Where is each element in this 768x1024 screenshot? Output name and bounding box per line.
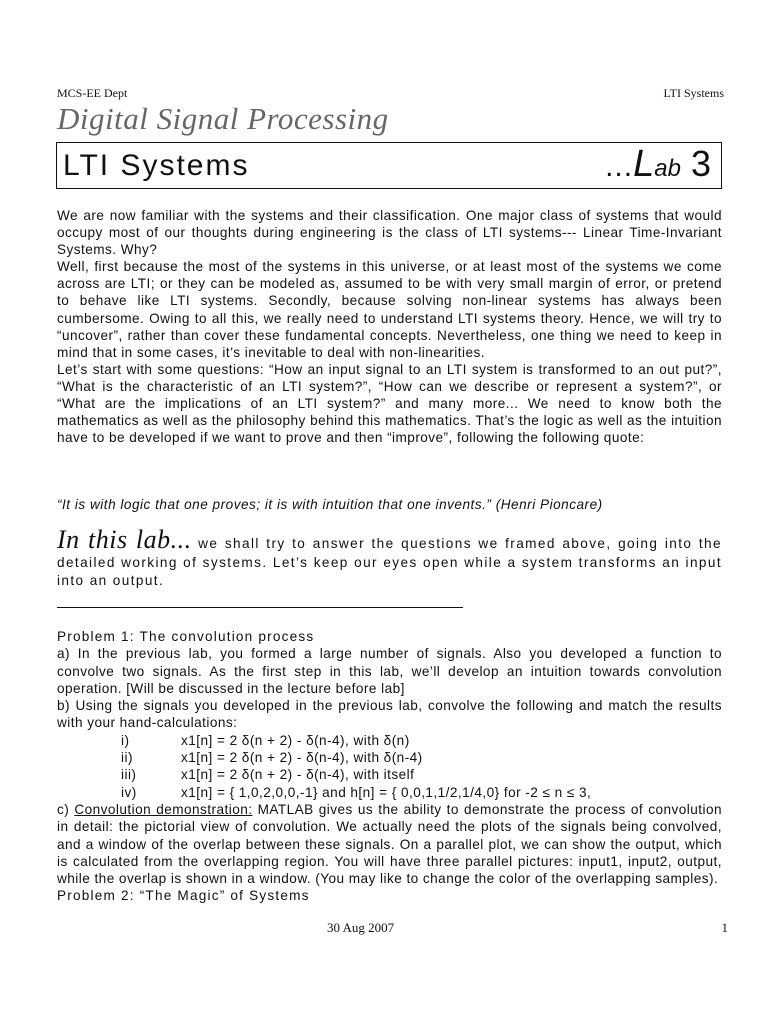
title-lab-ab: ab	[654, 155, 681, 182]
lab-number	[605, 143, 711, 186]
problem1-part-b: b) Using the signals you developed in the previous lab, convolve the following and match the results with your hand-calculations:	[57, 698, 722, 731]
problem1-part-c	[57, 801, 722, 887]
item-number: i)	[121, 732, 130, 748]
in-this-lab	[57, 525, 722, 591]
course-title: Digital Signal Processing	[57, 101, 389, 136]
problem1-part-a: a) In the previous lab, you formed a large number of signals. Also you developed a function to convolve two signals. As the first step in this lab, we’ll develop an intuition towards convolution operation. [Will be discussed in the lecture before lab]	[57, 646, 722, 696]
page-title: LTI Systems	[63, 149, 250, 182]
problem1-heading: Problem 1: The convolution process	[57, 629, 315, 644]
problem1-items	[57, 732, 722, 801]
title-lab-l: L	[633, 143, 655, 185]
header-topic: LTI Systems	[663, 86, 724, 100]
intro-paragraph-2: Well, first because the most of the systems in this universe, or at least most of the systems we come across are LTI; or they can be modeled as, assumed to be with very small margin of error, or pretend to behave like LTI systems. Secondly, because solving non-linear systems has always been cumbersome. Owing to all this, we really need to understand LTI systems theory. Hence, we will try to “uncover”, rather than cover these fundamental concepts. Nevertheless, one thing we need to keep in mind that in some cases, it’s inevitable to deal with non-linearities.	[57, 259, 722, 360]
problems-section	[57, 628, 722, 905]
title-lab-num: 3	[690, 143, 711, 184]
part-c-text: MATLAB gives us the ability to demonstrate the process of convolution in detail: the pictorial view of convolution. We actually need the plots of the signals being convolved, and a window of the overlap between these signals. On a parallel plot, we can show the output, which is calculated from the overlapping region. You will have three parallel pictures: input1, input2, output, while the overlap is shown in a window. (You may like to change the color of the overlapping samples).	[57, 801, 722, 887]
part-c-label: Convolution demonstration:	[74, 801, 253, 817]
item-equation: x1[n] = { 1,0,2,0,0,-1} and h[n] = { 0,0,1,1/2,1/4,0} for -2 ≤ n ≤ 3,	[181, 784, 592, 800]
item-equation: x1[n] = 2 δ(n + 2) - δ(n-4), with δ(n-4)	[181, 750, 423, 766]
item-number: ii)	[121, 750, 133, 766]
list-item	[57, 784, 722, 801]
page-number: 1	[721, 920, 728, 935]
item-number: iv)	[121, 784, 137, 800]
in-this-lab-text: we shall try to answer the questions we framed above, going into the detailed working of systems. Let’s keep our eyes open while a system transforms an input into an output.	[57, 536, 722, 588]
problem2-heading: Problem 2: “The Magic” of Systems	[57, 888, 310, 904]
intro-paragraph-1: We are now familiar with the systems and their classification. One major class of systems that would occupy most of our thoughts during engineering is the class of LTI systems--- Linear Time-Invariant Systems. Why?	[57, 208, 722, 258]
title-dots: ...	[605, 150, 634, 183]
item-equation: x1[n] = 2 δ(n + 2) - δ(n-4), with itself	[181, 767, 415, 783]
divider	[57, 607, 463, 608]
in-this-lab-lead: In this lab...	[57, 525, 192, 554]
header-dept: MCS-EE Dept	[57, 86, 128, 100]
intro-section	[57, 207, 722, 446]
list-item	[57, 749, 722, 766]
item-number: iii)	[121, 767, 137, 783]
list-item	[57, 766, 722, 783]
intro-paragraph-3: Let’s start with some questions: “How an input signal to an LTI system is transformed to an out put?”, “What is the characteristic of an LTI system?”, “How can we describe or represent a system?”, or “What are the implications of an LTI system?” and many more... We need to know both the mathematics as well as the philosophy behind this mathematics. That’s the logic as well as the intuition have to be developed if we want to prove and then “improve”, following the following quote:	[57, 361, 722, 446]
quote: “It is with logic that one proves; it is with intuition that one invents.” (Henri Pioncare)	[57, 497, 603, 512]
list-item	[57, 732, 722, 749]
title-box	[56, 142, 722, 189]
footer-date: 30 Aug 2007	[327, 920, 395, 935]
item-equation: x1[n] = 2 δ(n + 2) - δ(n-4), with δ(n)	[181, 732, 410, 748]
part-c-prefix: c)	[57, 801, 75, 817]
